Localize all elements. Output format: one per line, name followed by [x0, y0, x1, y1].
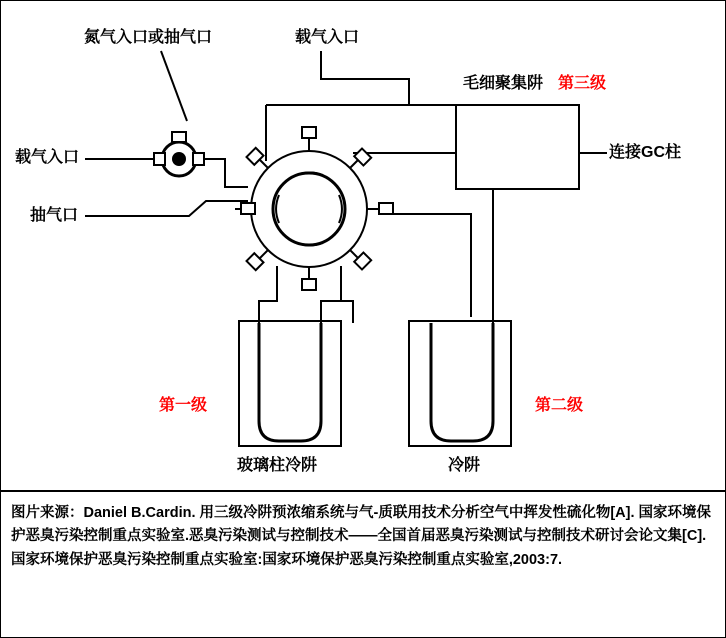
- piping-lines: [85, 51, 607, 446]
- valve-to-stage2-line: [389, 214, 471, 317]
- label-nitrogen-inlet: 氮气入口或抽气口: [84, 29, 213, 46]
- valve-connector-se: [354, 253, 371, 270]
- rotary-pump: [154, 132, 204, 176]
- valve-to-stage1-line: [259, 266, 277, 323]
- stage1-return-line: [321, 301, 341, 323]
- section-divider: [1, 490, 726, 492]
- label-stage-three: 第三级: [558, 75, 607, 92]
- flow-diagram: [1, 1, 726, 491]
- vent-port-line: [85, 201, 248, 216]
- label-capillary-trap: 毛细聚集阱: [463, 75, 544, 92]
- label-cold-trap: 冷阱: [448, 457, 481, 474]
- label-stage-two: 第二级: [535, 397, 584, 414]
- valve-connector-ne: [354, 149, 371, 166]
- capillary-trap-box: [456, 105, 579, 189]
- valve-connector-n: [302, 127, 316, 138]
- stage-one-u-tube: [259, 323, 321, 441]
- label-vent-port: 抽气口: [30, 207, 79, 224]
- valve-inner-ring: [273, 173, 345, 245]
- valve-connector-w: [241, 203, 255, 214]
- source-citation: 图片来源：Daniel B.Cardin. 用三级冷阱预浓缩系统与气-质联用技术分析空气中挥发性硫化物[A]. 国家环境保护恶臭污染控制重点实验室.恶臭污染测试与控制技术——全国首届恶臭污染测试与控制技术研讨会论文集[C].国家环境保护恶臭污染控制重点实验室:国家环境保护恶臭污染控制重点实验室,2003:7.: [11, 505, 712, 568]
- nitrogen-inlet-line: [161, 51, 187, 121]
- label-carrier-gas-left: 载气入口: [15, 149, 80, 166]
- label-stage-one: 第一级: [159, 397, 208, 414]
- valve-connector-s: [302, 279, 316, 290]
- valve-outer-ring: [251, 151, 367, 267]
- label-glass-cold-trap: 玻璃柱冷阱: [237, 457, 318, 474]
- carrier-gas-top-line: [321, 51, 409, 105]
- pump-connector-right: [193, 153, 204, 165]
- valve-connector-e: [379, 203, 393, 214]
- rotary-valve: [235, 127, 393, 290]
- stage-two-u-tube: [431, 323, 493, 441]
- pump-hub: [172, 152, 186, 166]
- rotor-arc-2: [339, 195, 342, 223]
- label-gc-column: 连接GC柱: [609, 144, 682, 161]
- pump-connector-left: [154, 153, 165, 165]
- stage-two-dewar: [409, 321, 511, 446]
- stage2-to-capillary-line: [456, 189, 493, 323]
- valve-lower-right-line: [341, 266, 353, 323]
- label-carrier-gas-top: 载气入口: [295, 29, 360, 46]
- stage-one-dewar: [239, 321, 341, 446]
- rotor-arc-4: [276, 195, 279, 223]
- pump-connector-top: [172, 132, 186, 142]
- diagram-area: [1, 1, 726, 491]
